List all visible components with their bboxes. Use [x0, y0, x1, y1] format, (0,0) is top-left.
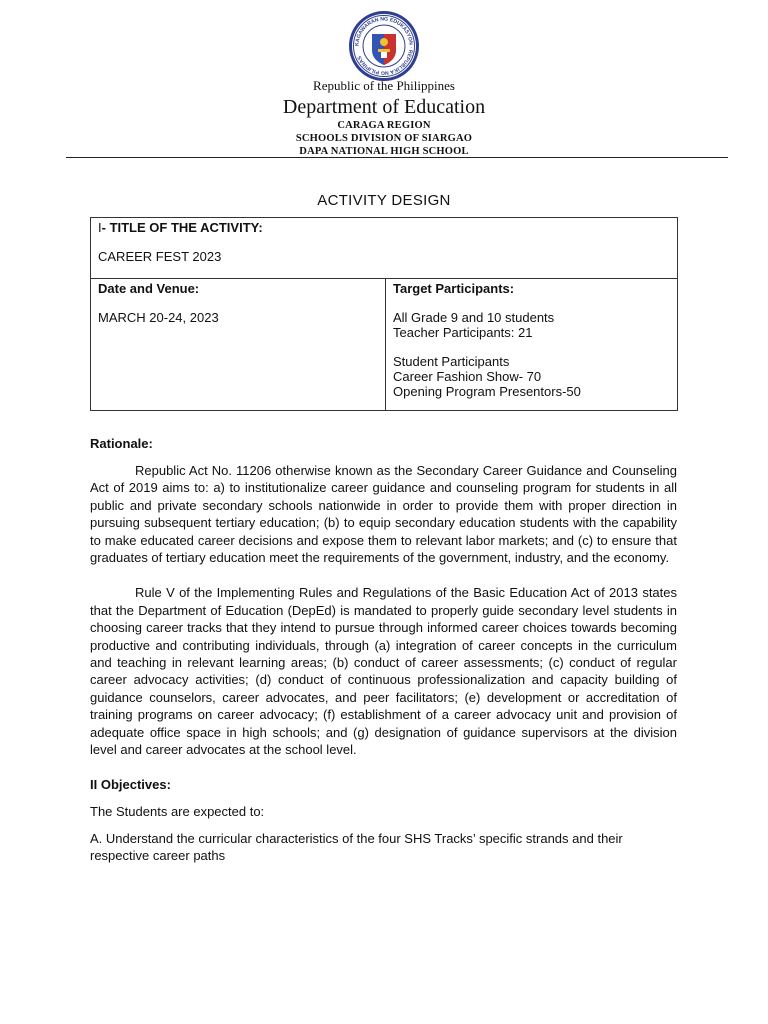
target-participants-cell	[386, 279, 678, 411]
rationale-heading: Rationale:	[90, 436, 153, 451]
target-line-2: Teacher Participants: 21	[393, 325, 533, 340]
document-body	[90, 436, 677, 864]
header-divider	[66, 157, 728, 158]
school-line: DAPA NATIONAL HIGH SCHOOL	[299, 146, 469, 157]
table-row	[91, 279, 678, 411]
objectives-intro: The Students are expected to:	[90, 803, 265, 819]
division-line: SCHOOLS DIVISION OF SIARGAO	[295, 133, 473, 144]
activity-title-value: CAREER FEST 2023	[98, 249, 222, 264]
title-label-prefix: I	[98, 220, 102, 235]
deped-seal-icon	[348, 10, 420, 82]
objectives-heading: II Objectives:	[90, 776, 171, 792]
date-venue-value: MARCH 20-24, 2023	[98, 310, 219, 325]
republic-line: Republic of the Philippines	[313, 78, 455, 93]
title-label-text: - TITLE OF THE ACTIVITY:	[101, 220, 263, 235]
rationale-paragraph-2: Rule V of the Implementing Rules and Regulations of the Basic Education Act of 2013 states that the Department of Education (DepEd) is mandated to properly guide secondary level students in choosing career tracks that they intend to pursue through informed career choices towards becoming productive and contributing individuals, through (a) integration of career concepts in the curriculum and teaching in relevant learning areas; (b) conduct of career assessments; (c) conduct of regular career advocacy activities; (d) conduct of continuous professionalization and capacity building of guidance counselors, career advocates, and peer facilitators; (e) development or accreditation of training programs on career advocacy; (f) establishment of a career advocacy unit and provision of adequate office space in high schools; and (g) designation of guidance supervisors at the division level and career advocates at the school level.	[90, 585, 677, 758]
date-venue-label: Date and Venue:	[98, 281, 200, 296]
letterhead	[0, 78, 768, 158]
seal-ring-text: KAGAWARAN NG EDUKASYON · REPUBLIKA NG PILIPINAS	[354, 16, 414, 76]
table-row	[91, 218, 678, 279]
activity-info-table	[90, 217, 678, 411]
date-venue-cell	[91, 279, 386, 411]
target-line-1: All Grade 9 and 10 students	[393, 310, 555, 325]
department-name: Department of Education	[282, 96, 486, 118]
objective-item-a: A. Understand the curricular characteristics of the four SHS Tracks’ specific strands and their respective career paths	[90, 830, 623, 863]
document-title: ACTIVITY DESIGN	[317, 192, 451, 209]
activity-title-cell	[91, 218, 678, 279]
region-line: CARAGA REGION	[337, 120, 431, 131]
rationale-paragraph-1: Republic Act No. 11206 otherwise known as the Secondary Career Guidance and Counseling Act of 2019 aims to: a) to institutionalize career guidance and counseling program for students in all public and private secondary schools nationwide in order to provide them with proper direction in pursuing subsequent tertiary education; (b) to equip secondary education students with the capability to make educated career decisions and expose them to relevant labor markets; and (c) to ensure that graduates of tertiary education meet the requirements of the government, industry, and the economy.	[90, 463, 677, 566]
student-participants-label: Student Participants	[393, 354, 510, 369]
student-line-2: Opening Program Presentors-50	[393, 384, 581, 399]
target-participants-label: Target Participants:	[393, 281, 515, 296]
student-line-1: Career Fashion Show- 70	[393, 369, 542, 384]
activity-title-label	[98, 220, 670, 235]
